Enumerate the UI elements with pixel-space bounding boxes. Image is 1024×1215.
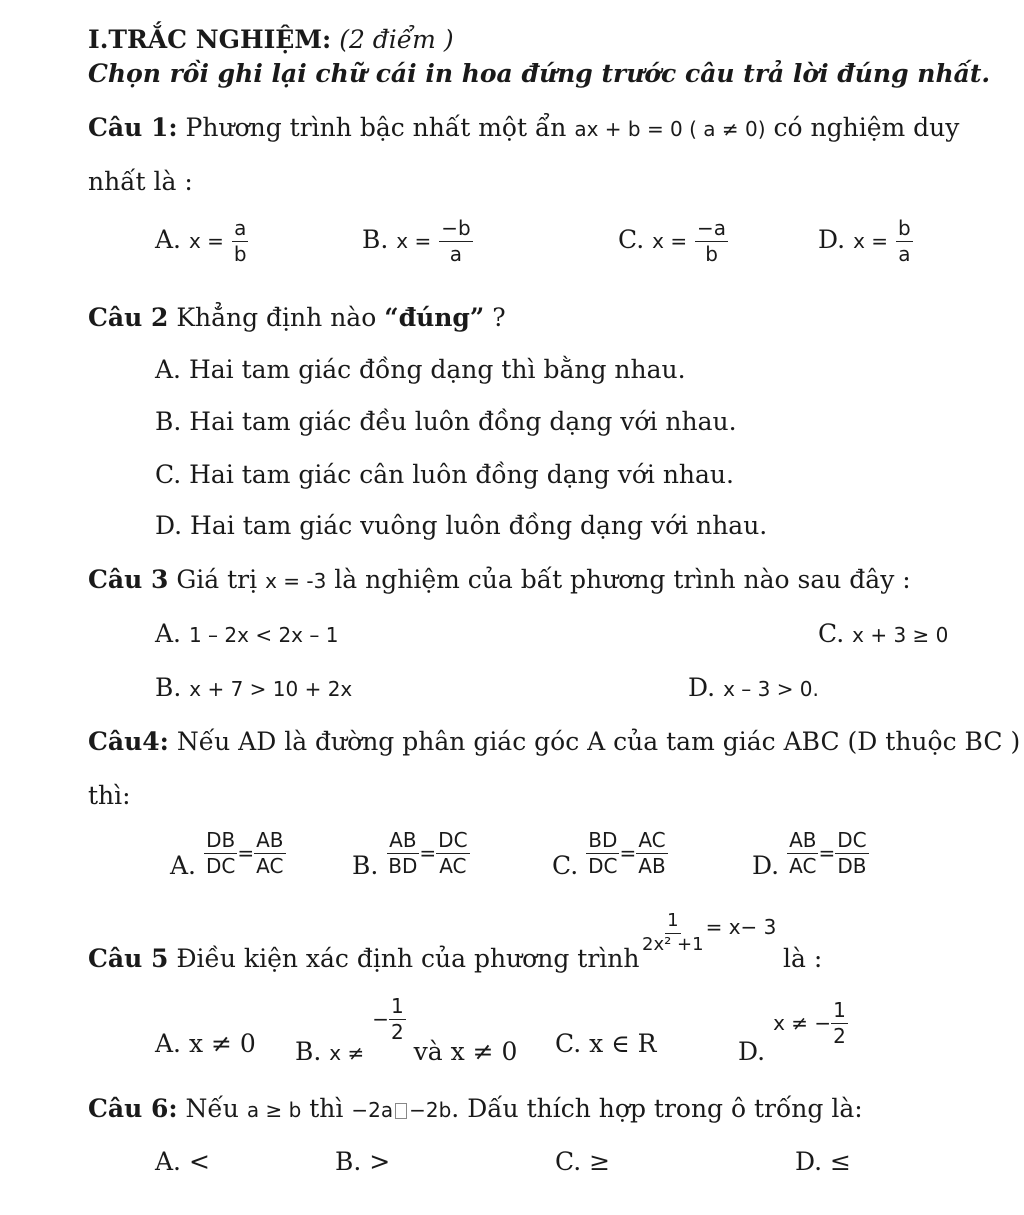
q2-option-d[interactable]: D. Hai tam giác vuông luôn đồng dạng với nhau. (155, 511, 768, 540)
frac-num: BD (588, 828, 618, 852)
fraction (389, 996, 406, 1043)
frac-den: b (233, 242, 247, 266)
q6-text: Nếu (177, 1094, 247, 1123)
instruction: Chọn rồi ghi lại chữ cái in hoa đứng trước câu trả lời đúng nhất. (88, 59, 991, 88)
q1-option-b[interactable] (362, 218, 473, 265)
q1-label: Câu 1: (88, 113, 178, 142)
fraction (636, 830, 667, 877)
q1-equation: ax + b = 0 ( a ≠ 0) (574, 117, 766, 141)
q5-stem (88, 945, 639, 974)
q6-option-c[interactable]: C. ≥ (555, 1147, 611, 1176)
option-letter: A. (170, 851, 197, 880)
option-letter: C. (618, 225, 645, 254)
option-letter: C. (818, 619, 845, 648)
frac-den: AC (439, 854, 467, 878)
q6-text-mid: thì (301, 1094, 352, 1123)
q4-stem (88, 728, 1020, 757)
q4-option-c[interactable] (552, 830, 668, 881)
q1-option-c[interactable] (618, 218, 728, 265)
q2-label: Câu 2 (88, 303, 169, 332)
fraction (439, 218, 472, 265)
q1-text: Phương trình bậc nhất một ẩn (177, 113, 575, 142)
q6-option-d[interactable]: D. ≤ (795, 1147, 851, 1176)
option-letter: A. (155, 619, 182, 648)
q3-option-a[interactable] (155, 620, 338, 649)
frac-den: BD (388, 854, 418, 878)
option-expr: x ≠ (329, 1041, 365, 1065)
q4-option-d[interactable] (752, 830, 869, 881)
blank-box-icon (395, 1103, 407, 1119)
q2-quoted: “đúng” (384, 303, 485, 332)
option-letter: D. (818, 225, 846, 254)
option-letter: D. (738, 1037, 766, 1066)
q5-equation (640, 912, 776, 955)
frac-den: DC (205, 854, 236, 878)
option-letter: B. (295, 1037, 322, 1066)
fraction (204, 830, 237, 877)
q6-stem (88, 1095, 863, 1124)
frac-num: AB (389, 828, 417, 852)
equals: = (419, 841, 437, 865)
q1-stem (88, 114, 959, 143)
option-letter: A. (155, 225, 182, 254)
frac-num: a (234, 216, 247, 240)
q2-option-c[interactable]: C. Hai tam giác cân luôn đồng dạng với nhau. (155, 460, 734, 489)
q5-option-c[interactable]: C. x ∈ R (555, 1029, 657, 1058)
option-letter: D. (752, 851, 780, 880)
q4-option-b[interactable] (352, 830, 470, 881)
q3-stem (88, 566, 911, 595)
frac-num: AB (256, 828, 284, 852)
equals: = (818, 841, 836, 865)
q3-value: x = -3 (265, 569, 327, 593)
section-heading: I.TRẮC NGHIỆM: (88, 25, 332, 54)
frac-num: AC (638, 828, 666, 852)
section-title (88, 26, 454, 55)
fraction (232, 218, 249, 265)
option-lhs: x = (396, 229, 432, 253)
q1-option-d[interactable] (818, 218, 913, 265)
option-lhs: x = (853, 229, 889, 253)
frac-den: DC (588, 854, 618, 878)
fraction (831, 1000, 848, 1047)
q3-label: Câu 3 (88, 565, 169, 594)
frac-den: AC (789, 854, 817, 878)
fraction (835, 830, 868, 877)
frac-num: b (897, 216, 911, 240)
option-expr: x – 3 > 0. (723, 677, 819, 701)
q5-option-b[interactable] (295, 996, 517, 1067)
option-letter: B. (352, 851, 379, 880)
frac-num: −a (697, 216, 727, 240)
q2-text: Khẳng định nào (168, 303, 385, 332)
equation-rhs: = x− 3 (705, 914, 777, 939)
minus-sign: − (372, 1007, 389, 1031)
fraction (787, 830, 818, 877)
frac-num: 1 (833, 998, 846, 1022)
q4-option-a[interactable] (170, 830, 286, 881)
option-expr: x + 7 > 10 + 2x (189, 677, 353, 701)
q6-lhs: −2a (351, 1098, 394, 1122)
option-expr: x ≠ − (773, 1011, 832, 1035)
q6-condition: a ≥ b (246, 1098, 302, 1122)
option-lhs: x = (188, 229, 224, 253)
fraction (695, 218, 728, 265)
q2-text-end: ? (484, 303, 506, 332)
option-expr: 1 – 2x < 2x – 1 (188, 623, 339, 647)
q3-text-after: là nghiệm của bất phương trình nào sau đây : (326, 565, 911, 594)
frac-den: a (898, 242, 911, 266)
frac-den: AC (256, 854, 284, 878)
q5-option-d[interactable] (738, 1000, 848, 1067)
frac-den: DB (837, 854, 867, 878)
equals: = (237, 841, 255, 865)
frac-num: DC (438, 828, 468, 852)
q1-text-after: có nghiệm duy (765, 113, 960, 142)
q4-stem-line2: thì: (88, 781, 131, 810)
q2-stem (88, 304, 506, 333)
frac-num: 1 (665, 912, 680, 934)
frac-den: AB (638, 854, 666, 878)
q4-label: Câu4: (88, 727, 169, 756)
q6-label: Câu 6: (88, 1094, 178, 1123)
equals: = (619, 841, 637, 865)
q3-option-b[interactable] (155, 674, 352, 703)
fraction (640, 912, 706, 955)
frac-den: 2x² +1 (642, 933, 704, 955)
option-letter: C. (552, 851, 579, 880)
option-rest: và x ≠ 0 (413, 1037, 518, 1066)
frac-num: DB (206, 828, 236, 852)
option-letter: B. (155, 673, 182, 702)
q6-rhs: −2b (409, 1098, 452, 1122)
q1-option-a[interactable] (155, 218, 249, 265)
fraction (436, 830, 469, 877)
frac-num: AB (789, 828, 817, 852)
q3-option-c[interactable] (818, 620, 948, 649)
fraction (386, 830, 419, 877)
fraction (896, 218, 913, 265)
q4-text: Nếu AD là đường phân giác góc A của tam giác ABC (D thuộc BC ) (168, 727, 1021, 756)
q2-option-b[interactable]: B. Hai tam giác đều luôn đồng dạng với nhau. (155, 407, 737, 436)
q5-stem-end: là : (783, 944, 823, 973)
q2-option-a[interactable]: A. Hai tam giác đồng dạng thì bằng nhau. (155, 355, 686, 384)
option-letter: D. (688, 673, 716, 702)
option-expr: x + 3 ≥ 0 (852, 623, 949, 647)
option-lhs: x = (652, 229, 688, 253)
frac-num: 1 (390, 994, 404, 1018)
frac-den: b (705, 242, 718, 266)
q5-option-a[interactable]: A. x ≠ 0 (155, 1029, 256, 1058)
q5-label: Câu 5 (88, 944, 169, 973)
frac-num: −b (441, 216, 471, 240)
frac-den: 2 (390, 1020, 404, 1044)
frac-den: 2 (833, 1024, 846, 1048)
q1-stem-line2: nhất là : (88, 167, 193, 196)
q6-option-a[interactable]: A. < (155, 1147, 210, 1176)
q5-text: Điều kiện xác định của phương trình (168, 944, 640, 973)
q3-option-d[interactable] (688, 674, 819, 703)
section-score: (2 điểm ) (331, 25, 454, 54)
frac-num: DC (837, 828, 867, 852)
q3-text: Giá trị (168, 565, 266, 594)
fraction (254, 830, 285, 877)
option-letter: B. (362, 225, 389, 254)
q6-option-b[interactable]: B. > (335, 1147, 391, 1176)
fraction (586, 830, 619, 877)
q6-text-after: . Dấu thích hợp trong ô trống là: (451, 1094, 863, 1123)
frac-den: a (449, 242, 463, 266)
